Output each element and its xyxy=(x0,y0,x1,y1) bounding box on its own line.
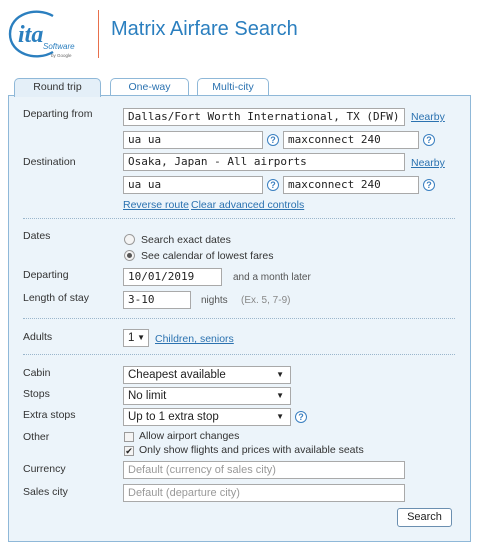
cabin-select[interactable] xyxy=(123,366,291,384)
section-divider xyxy=(23,318,455,319)
reverse-route-link[interactable]: Reverse route xyxy=(123,199,189,211)
tab-round-trip[interactable]: Round trip xyxy=(14,78,101,97)
stops-value: No limit xyxy=(128,390,167,402)
currency-input[interactable]: Default (currency of sales city) xyxy=(123,461,405,479)
cabin-label: Cabin xyxy=(23,367,51,379)
origin-extension-help-icon[interactable]: ? xyxy=(423,134,435,146)
ita-software-logo xyxy=(6,6,86,62)
extra-stops-label: Extra stops xyxy=(23,409,76,421)
section-divider xyxy=(23,218,455,219)
extra-stops-select[interactable] xyxy=(123,408,291,426)
destination-extension-help-icon[interactable]: ? xyxy=(423,179,435,191)
dates-label: Dates xyxy=(23,230,51,242)
destination-extension-input[interactable]: maxconnect 240 xyxy=(283,176,419,194)
departing-date-input[interactable]: 10/01/2019 xyxy=(123,268,222,286)
checkmark-icon: ✔ xyxy=(125,446,133,456)
adults-value: 1 xyxy=(128,332,135,344)
cabin-value: Cheapest available xyxy=(128,369,226,381)
other-label: Other xyxy=(23,431,50,443)
search-form-panel xyxy=(8,95,471,542)
stops-select[interactable] xyxy=(123,387,291,405)
page-title: Matrix Airfare Search xyxy=(111,18,298,40)
origin-routing-help-icon[interactable]: ? xyxy=(267,134,279,146)
app-header xyxy=(0,0,478,72)
nights-unit-label: nights xyxy=(201,295,228,306)
destination-nearby-link[interactable]: Nearby xyxy=(411,157,445,169)
tab-one-way[interactable]: One-way xyxy=(110,78,189,96)
search-button[interactable]: Search xyxy=(397,508,452,527)
clear-advanced-controls-link[interactable]: Clear advanced controls xyxy=(191,199,305,211)
chevron-down-icon: ▼ xyxy=(137,333,145,342)
svg-text:by Google: by Google xyxy=(51,53,72,58)
svg-text:Software: Software xyxy=(43,42,75,51)
adults-select[interactable] xyxy=(123,329,149,347)
allow-airport-changes-checkbox[interactable] xyxy=(124,432,134,442)
exact-dates-option-label: Search exact dates xyxy=(141,234,231,246)
calendar-lowest-fares-radio[interactable] xyxy=(124,250,135,261)
calendar-option-label: See calendar of lowest fares xyxy=(141,250,274,262)
svg-text:ita: ita xyxy=(18,22,44,48)
length-of-stay-label: Length of stay xyxy=(23,292,89,304)
origin-nearby-link[interactable]: Nearby xyxy=(411,111,445,123)
destination-routing-help-icon[interactable]: ? xyxy=(267,179,279,191)
chevron-down-icon: ▼ xyxy=(276,412,284,421)
stops-label: Stops xyxy=(23,388,50,400)
only-available-seats-label: Only show flights and prices with available seats xyxy=(139,444,364,456)
departing-range-note: and a month later xyxy=(233,272,311,283)
currency-label: Currency xyxy=(23,463,66,475)
children-seniors-link[interactable]: Children, seniors xyxy=(155,333,234,345)
length-of-stay-input[interactable]: 3-10 xyxy=(123,291,191,309)
destination-input[interactable]: Osaka, Japan - All airports xyxy=(123,153,405,171)
origin-input[interactable]: Dallas/Fort Worth International, TX (DFW) xyxy=(123,108,405,126)
departing-from-label: Departing from xyxy=(23,108,93,120)
adults-label: Adults xyxy=(23,331,53,343)
tab-multi-city[interactable]: Multi-city xyxy=(197,78,269,96)
extra-stops-value: Up to 1 extra stop xyxy=(128,411,219,423)
sales-city-label: Sales city xyxy=(23,486,68,498)
origin-routing-input[interactable]: ua ua xyxy=(123,131,263,149)
header-divider xyxy=(98,10,99,58)
destination-routing-input[interactable]: ua ua xyxy=(123,176,263,194)
destination-label: Destination xyxy=(23,156,76,168)
section-divider xyxy=(23,354,455,355)
origin-extension-input[interactable]: maxconnect 240 xyxy=(283,131,419,149)
chevron-down-icon: ▼ xyxy=(276,370,284,379)
allow-airport-changes-label: Allow airport changes xyxy=(139,430,240,442)
extra-stops-help-icon[interactable]: ? xyxy=(295,411,307,423)
only-available-seats-checkbox[interactable] xyxy=(124,446,134,456)
sales-city-input[interactable]: Default (departure city) xyxy=(123,484,405,502)
chevron-down-icon: ▼ xyxy=(276,391,284,400)
departing-label: Departing xyxy=(23,269,69,281)
exact-dates-radio[interactable] xyxy=(124,234,135,245)
stay-example-hint: (Ex. 5, 7-9) xyxy=(241,295,291,306)
